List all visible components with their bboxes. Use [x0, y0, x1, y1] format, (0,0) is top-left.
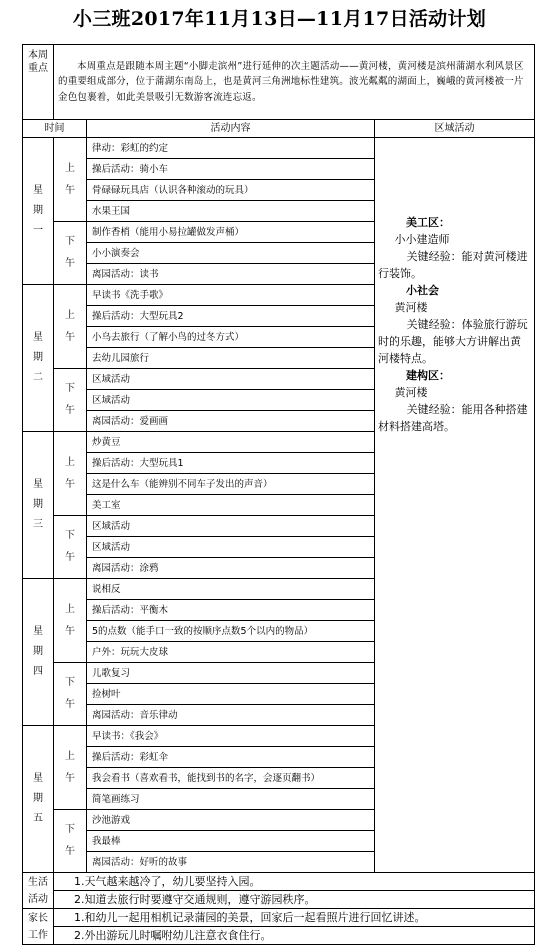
- parent-work-item: 1.和幼儿一起用相机记录蒲园的美景，回家后一起看照片进行回忆讲述。: [54, 909, 535, 927]
- parent-work-row: [23, 927, 535, 945]
- focus-text: 本周重点是跟随本周主题“小脚走滨州”进行延伸的次主题活动——黄河楼，黄河楼是滨州蒲湖水利风景区的重要组成部分，位于蒲湖东南岛上，也是黄河三角洲地标性建筑。波光粼粼的湖面上，巍峨的黄河楼被一片金色包裹着，如此美景吸引无数游客流连忘返。: [54, 45, 535, 120]
- activity-cell: 区域活动: [87, 537, 375, 558]
- activity-cell: 户外：玩玩大皮球: [87, 642, 375, 663]
- activity-cell: 操后活动：大型玩具1: [87, 453, 375, 474]
- plan-table: [22, 44, 535, 945]
- parent-work-row: [23, 909, 535, 927]
- activity-cell: 操后活动：骑小车: [87, 159, 375, 180]
- area-section-title: 小社会: [406, 284, 439, 297]
- area-section-key-experience: 关键经验：能用各种搭建材料搭建高塔。: [378, 403, 528, 433]
- morning-label: 上 午: [54, 138, 87, 222]
- activity-cell: 我会看书（喜欢看书，能找到书的名字，会逐页翻书）: [87, 768, 375, 789]
- activity-cell: 区域活动: [87, 390, 375, 411]
- header-time: 时间: [23, 120, 87, 138]
- life-activities-item: 2.知道去旅行时要遵守交通规则，遵守游园秩序。: [54, 891, 535, 909]
- activity-cell: 去幼儿园旅行: [87, 348, 375, 369]
- afternoon-label: 下 午: [54, 369, 87, 432]
- life-activities-item: 1.天气越来越冷了，幼儿要坚持入园。: [54, 873, 535, 891]
- header-area: 区域活动: [375, 120, 535, 138]
- area-section-place: 小小建造师: [394, 233, 450, 246]
- activity-cell: 5的点数（能手口一致的按顺序点数5个以内的物品）: [87, 621, 375, 642]
- morning-label: 上 午: [54, 579, 87, 663]
- activity-cell: 离园活动：读书: [87, 264, 375, 285]
- activity-cell: 我最棒: [87, 831, 375, 852]
- day-label: 星 期 四: [23, 579, 54, 726]
- activity-cell: 早读书《洗手歌》: [87, 285, 375, 306]
- activity-cell: 操后活动：大型玩具2: [87, 306, 375, 327]
- area-section-title: 建构区：: [406, 369, 450, 382]
- day-label: 星 期 三: [23, 432, 54, 579]
- activity-cell: 美工室: [87, 495, 375, 516]
- parent-work-label: 家长 工作: [23, 909, 54, 945]
- activity-cell: 小乌去旅行（了解小鸟的过冬方式）: [87, 327, 375, 348]
- activity-cell: 捡树叶: [87, 684, 375, 705]
- activity-cell: 儿歌复习: [87, 663, 375, 684]
- activity-cell: 炒黄豆: [87, 432, 375, 453]
- activity-cell: 离园活动：好听的故事: [87, 852, 375, 873]
- morning-label: 上 午: [54, 726, 87, 810]
- activity-cell: 离园活动：涂鸦: [87, 558, 375, 579]
- activity-cell: 早读书：《我会》: [87, 726, 375, 747]
- day-label: 星 期 五: [23, 726, 54, 873]
- activity-cell: 操后活动：彩虹伞: [87, 747, 375, 768]
- activity-cell: 律动：彩虹的约定: [87, 138, 375, 159]
- life-activities-row: [23, 873, 535, 891]
- activity-cell: 骨碌碌玩具店（认识各种滚动的玩具）: [87, 180, 375, 201]
- activity-cell: 小小演奏会: [87, 243, 375, 264]
- activity-cell: 水果王国: [87, 201, 375, 222]
- area-activities: [375, 138, 535, 873]
- activity-cell: 操后活动：平衡木: [87, 600, 375, 621]
- area-section-place: 黄河楼: [394, 301, 428, 314]
- parent-work-item: 2.外出游玩儿时嘱咐幼儿注意衣食住行。: [54, 927, 535, 945]
- area-section-place: 黄河楼: [394, 386, 428, 399]
- activity-cell: 简笔画练习: [87, 789, 375, 810]
- area-section-key-experience: 关键经验：体验旅行游玩时的乐趣，能够大方讲解出黄河楼特点。: [378, 318, 528, 365]
- activity-cell: 说相反: [87, 579, 375, 600]
- life-activities-label: 生活 活动: [23, 873, 54, 909]
- morning-label: 上 午: [54, 432, 87, 516]
- activity-cell: 区域活动: [87, 369, 375, 390]
- area-section-key-experience: 关键经验：能对黄河楼进行装饰。: [378, 250, 528, 280]
- header-content: 活动内容: [87, 120, 375, 138]
- day-label: 星 期 一: [23, 138, 54, 285]
- activity-cell: 沙池游戏: [87, 810, 375, 831]
- activity-cell: 制作香梢（能用小易拉罐做发声桶）: [87, 222, 375, 243]
- activity-cell: 离园活动：音乐律动: [87, 705, 375, 726]
- focus-row: [23, 45, 535, 120]
- afternoon-label: 下 午: [54, 663, 87, 726]
- activity-cell: 区域活动: [87, 516, 375, 537]
- activity-row: [23, 138, 535, 159]
- day-label: 星 期 二: [23, 285, 54, 432]
- life-activities-row: [23, 891, 535, 909]
- afternoon-label: 下 午: [54, 516, 87, 579]
- focus-label: 本周重点: [23, 45, 54, 120]
- page-title: 小三班2017年11月13日—11月17日活动计划: [72, 8, 487, 30]
- header-row: [23, 120, 535, 138]
- afternoon-label: 下 午: [54, 222, 87, 285]
- afternoon-label: 下 午: [54, 810, 87, 873]
- activity-cell: 这是什么车（能辨别不同车子发出的声音）: [87, 474, 375, 495]
- activity-cell: 离园活动：爱画画: [87, 411, 375, 432]
- morning-label: 上 午: [54, 285, 87, 369]
- area-section-title: 美工区：: [406, 216, 450, 229]
